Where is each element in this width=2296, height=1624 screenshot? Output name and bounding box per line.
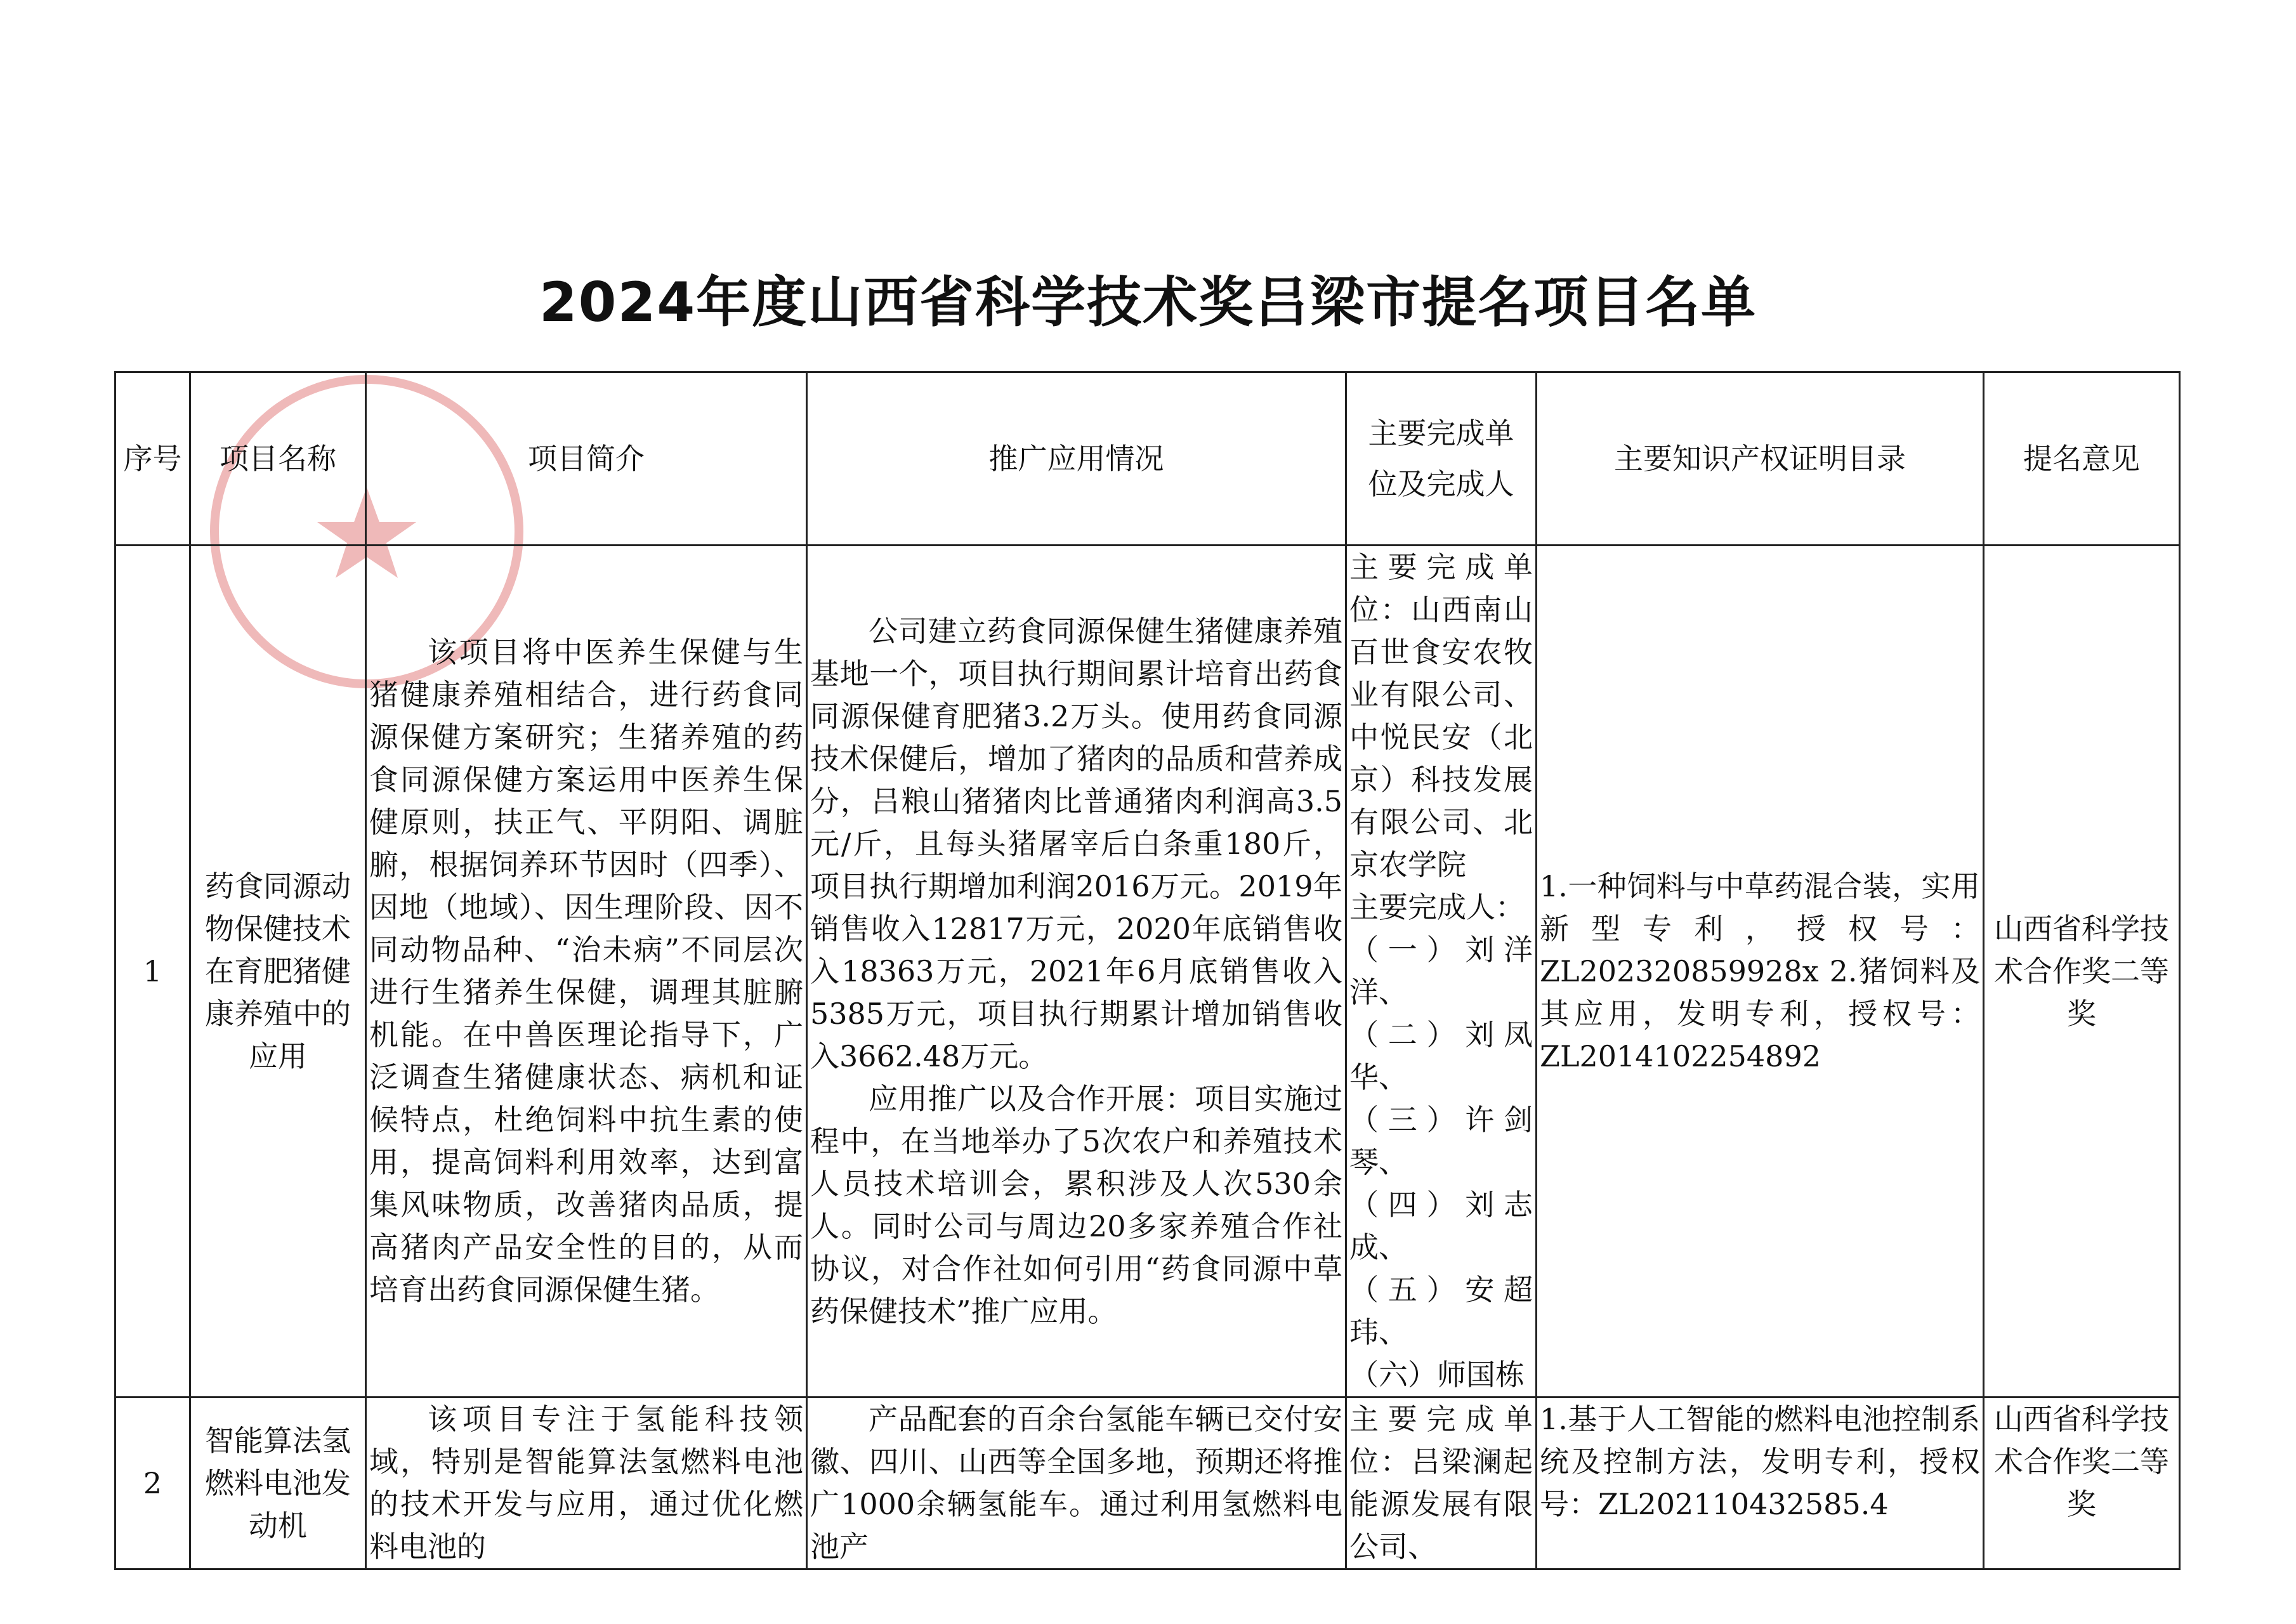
row-ip: 1.一种饲料与中草药混合装，实用新型专利，授权号：ZL202320859928x 2.猪饲料及其应用，发明专利，授权号：ZL2014102254892 bbox=[1537, 546, 1984, 1398]
header-completer bbox=[1346, 372, 1537, 546]
row-index: 1 bbox=[115, 546, 190, 1398]
row-application-paragraph-1: 公司建立药食同源保健生猪健康养殖基地一个，项目执行期间累计培育出药食同源保健育肥猪3.2万头。使用药食同源技术保健后，增加了猪肉的品质和营养成分，吕粮山猪猪肉比普通猪肉利润高3.5元/斤，且每头猪屠宰后白条重180斤，项目执行期增加利润2016万元。2019年销售收入12817万元，2020年底销售收入18363万元，2021年6月底销售收入5385万元，项目执行期累计增加销售收入3662.48万元。 bbox=[810, 613, 1342, 1073]
row-application-paragraph-2: 应用推广以及合作开展：项目实施过程中，在当地举办了5次农户和养殖技术人员技术培训会，累积涉及人次530余人。同时公司与周边20多家养殖合作社协议，对合作社如何引用“药食同源中草药保健技术”推广应用。 bbox=[810, 1081, 1342, 1328]
row-application: 产品配套的百余台氢能车辆已交付安徽、四川、山西等全国多地，预期还将推广1000余辆氢能车。通过利用氢燃料电池产 bbox=[807, 1398, 1346, 1569]
completer-person: （六）师国栋 bbox=[1349, 1358, 1525, 1392]
header-application: 推广应用情况 bbox=[807, 372, 1346, 546]
completer-person: （五）安超玮、 bbox=[1349, 1273, 1533, 1349]
row-ip: 1.基于人工智能的燃料电池控制系统及控制方法，发明专利，授权号：ZL202110432585.4 bbox=[1537, 1398, 1984, 1569]
nomination-table bbox=[114, 371, 2181, 1570]
header-project-name: 项目名称 bbox=[190, 372, 366, 546]
header-index: 序号 bbox=[115, 372, 190, 546]
row-project-name: 智能算法氢燃料电池发动机 bbox=[190, 1398, 366, 1569]
row-project-intro: 该项目专注于氢能科技领域，特别是智能算法氢燃料电池的技术开发与应用，通过优化燃料电池的 bbox=[366, 1398, 807, 1569]
table-row bbox=[115, 546, 2180, 1398]
table-row bbox=[115, 1398, 2180, 1569]
row-opinion: 山西省科学技术合作奖二等奖 bbox=[1984, 1398, 2180, 1569]
row-completer-people-label: 主要完成人： bbox=[1349, 890, 1525, 924]
row-application bbox=[807, 546, 1346, 1398]
table-header-row bbox=[115, 372, 2180, 546]
row-completer: 主要完成单位：吕梁澜起能源发展有限公司、 bbox=[1346, 1398, 1537, 1569]
completer-person: （一）刘洋洋、 bbox=[1349, 933, 1533, 1009]
header-ip: 主要知识产权证明目录 bbox=[1537, 372, 1984, 546]
row-project-name: 药食同源动物保健技术在育肥猪健康养殖中的应用 bbox=[190, 546, 366, 1398]
header-completer-line1: 主要完成单 bbox=[1368, 416, 1514, 450]
row-completer-unit: 主要完成单位：山西南山百世食安农牧业有限公司、中悦民安（北京）科技发展有限公司、北京农学院 bbox=[1349, 550, 1533, 882]
header-opinion: 提名意见 bbox=[1984, 372, 2180, 546]
row-index: 2 bbox=[115, 1398, 190, 1569]
row-completer bbox=[1346, 546, 1537, 1398]
header-completer-line2: 位及完成人 bbox=[1368, 467, 1514, 501]
completer-person: （三）许剑琴、 bbox=[1349, 1103, 1533, 1179]
completer-person: （二）刘凤华、 bbox=[1349, 1018, 1533, 1094]
row-project-intro: 该项目将中医养生保健与生猪健康养殖相结合，进行药食同源保健方案研究；生猪养殖的药食同源保健方案运用中医养生保健原则，扶正气、平阴阳、调脏腑，根据饲养环节因时（四季）、因地（地域）、因生理阶段、因不同动物品种、“治未病”不同层次进行生猪养生保健，调理其脏腑机能。在中兽医理论指导下，广泛调查生猪健康状态、病机和证候特点，杜绝饲料中抗生素的使用，提高饲料利用效率，达到富集风味物质，改善猪肉品质，提高猪肉产品安全性的目的，从而培育出药食同源保健生猪。 bbox=[366, 546, 807, 1398]
page-title: 2024年度山西省科学技术奖吕梁市提名项目名单 bbox=[539, 271, 1757, 334]
completer-person: （四）刘志成、 bbox=[1349, 1188, 1533, 1264]
header-project-intro: 项目简介 bbox=[366, 372, 807, 546]
row-opinion: 山西省科学技术合作奖二等奖 bbox=[1984, 546, 2180, 1398]
